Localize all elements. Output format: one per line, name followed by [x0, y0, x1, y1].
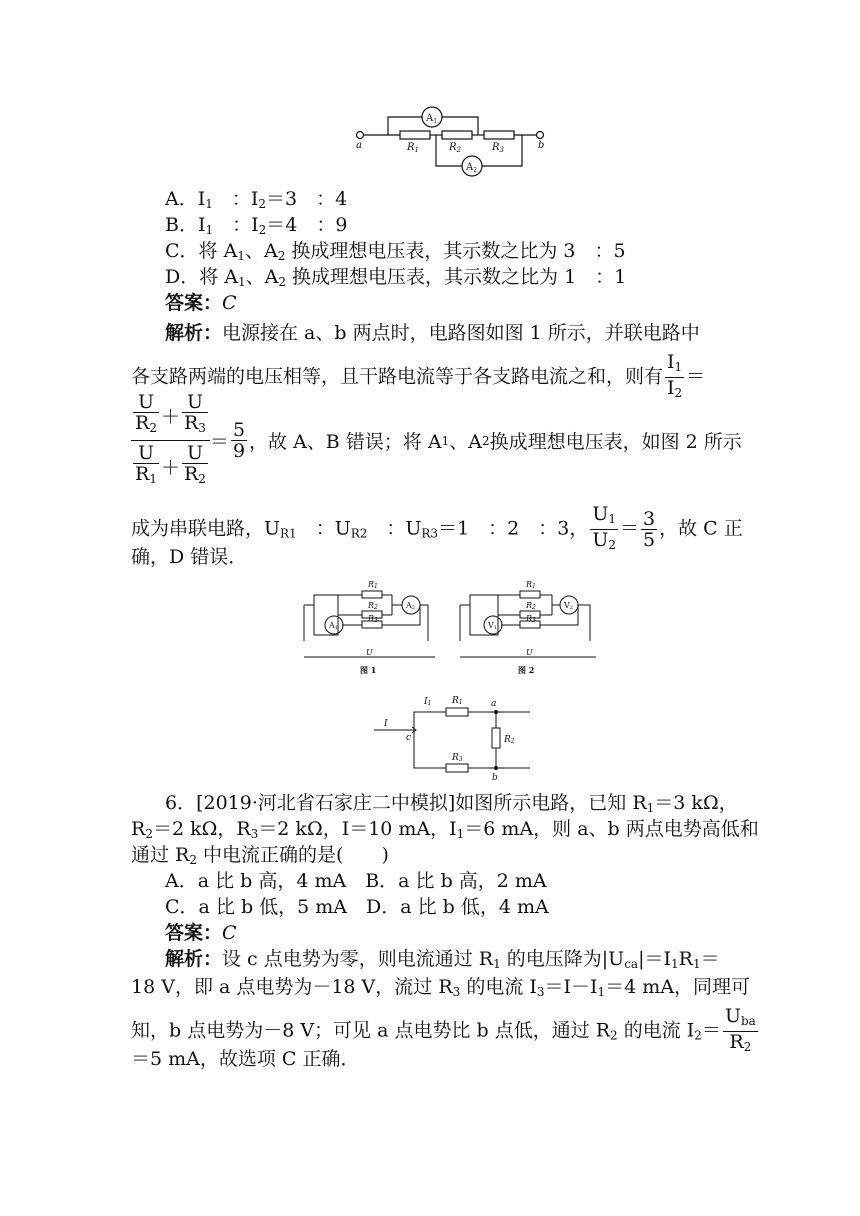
label-r1: $R_1$	[407, 142, 419, 154]
question-6-options-ab: A．a 比 b 高，4 mA B．a 比 b 高，2 mA	[165, 870, 547, 892]
option-c: C．将 $A_1$、$A_2$ 换成理想电压表，其示数之比为 3 ：5	[165, 240, 626, 263]
explanation-q5-line1: 解析：电源接在 a、b 两点时，电路图如图 1 所示，并联电路中	[165, 322, 700, 344]
fig2-v1-label: V1	[488, 621, 497, 631]
fig1-u-label: U	[366, 648, 373, 657]
fig3-c-label: c	[406, 733, 412, 743]
fig1-caption: 图 1	[360, 665, 377, 675]
fig3-i-label: I	[384, 719, 388, 729]
label-r2: $R_2$	[449, 142, 461, 154]
label-r3: $R_3$	[492, 142, 504, 154]
fig2-r3-label: R3	[526, 614, 536, 624]
explanation-q6-line4: ＝5 mA，故选项 C 正确．	[131, 1048, 360, 1070]
label-a2: $A_2$	[466, 162, 478, 174]
explanation-q6-line3: 知，b 点电势为－8 V；可见 a 点电势比 b 点低，通过 $R_2$ 的电流 $I_2=$ $\frac{U_{ba}}{R_2}$	[131, 1005, 756, 1054]
question-6-line2: $R_2=2$ kΩ，$R_3=2$ kΩ，I＝10 mA，$I_1=6$ mA，则 a、b 两点电势高低和	[131, 818, 759, 841]
label-a: a	[356, 140, 362, 151]
explanation-q6-line1: 解析：设 c 点电势为零，则电流通过 $R_1$ 的电压降为$|U_{ca}|=I_1R_1=$	[165, 948, 720, 971]
fig1-r3-label: R3	[368, 614, 378, 624]
label-b: b	[538, 140, 545, 151]
question-6-line3: 通过 $R_2$ 中电流正确的是( )	[131, 844, 389, 867]
explanation-q5-line5: 确，D 错误．	[131, 546, 248, 568]
explanation-q5-line4: 成为串联电路，$U_{R1}$ ：$U_{R2}$ ：$U_{R3}=1$ ：2 ：3， $\frac{U_1}{U_2}$ ＝ $\frac{3}{5}$ ，故 C 正	[131, 503, 743, 552]
fig3-r2-label: R2	[504, 735, 515, 745]
fig2-r1-label: R1	[526, 580, 536, 590]
question-6-options-cd: C．a 比 b 低，5 mA D．a 比 b 低，4 mA	[165, 896, 549, 918]
fig2-v2-label: V2	[564, 601, 573, 611]
circuit-figure-1	[300, 575, 440, 675]
question-6-line1: 6．[2019·河北省石家庄二中模拟]如图所示电路，已知 $R_1=3$ kΩ，	[165, 792, 738, 815]
explanation-q5-line2: 各支路两端的电压相等，且干路电流等于各支路电流之和，则有 $\frac{I_1}{I_2}$ ＝	[131, 352, 705, 403]
fig3-a-label: a	[491, 699, 497, 709]
answer-q5: 答案：C	[165, 292, 237, 314]
label-a1: $A_1$	[426, 113, 438, 125]
fig1-r2-label: R2	[368, 601, 378, 611]
fig3-r3-label: R3	[452, 753, 463, 763]
fig2-r2-label: R2	[526, 601, 536, 611]
fig1-a1-label: A1	[329, 621, 338, 631]
fig2-u-label: U	[526, 648, 533, 657]
fig1-r1-label: R1	[368, 580, 378, 590]
fig3-r1-label: R1	[452, 696, 463, 706]
circuit-figure-top	[350, 100, 560, 182]
answer-q6: 答案：C	[165, 922, 237, 944]
option-d: D．将 $A_1$、$A_2$ 换成理想电压表，其示数之比为 1 ：1	[165, 266, 627, 289]
circuit-figure-2	[456, 575, 601, 675]
option-b: B．$I_1$ ：$I_2=4$ ：9	[165, 214, 348, 237]
compound-fraction: $\frac{U}{R_2}$ ＋ $\frac{U}{R_3}$ $\frac{U}{R_1}$ ＋ $\frac{U}{R_2}$ ＝ $\frac{5}{9}$ ，故 A、B 错误；将 A 1 、A 2 换成理想电压表，如图 2 所示	[131, 392, 742, 489]
option-a: A．$I_1$ ：$I_2=3$ ：4	[165, 188, 348, 211]
explanation-q6-line2: 18 V，即 a 点电势为－18 V，流过 $R_3$ 的电流 $I_3=I-I_1=4$ mA，同理可	[131, 976, 751, 999]
fig1-a2-label: A2	[406, 601, 415, 611]
fig2-caption: 图 2	[518, 665, 535, 675]
circuit-figure-3	[370, 690, 550, 782]
fig3-i1-label: I1	[424, 697, 432, 707]
fig3-b-label: b	[492, 773, 498, 782]
fraction-i1-i2: $\frac{I_1}{I_2}$	[667, 351, 683, 400]
